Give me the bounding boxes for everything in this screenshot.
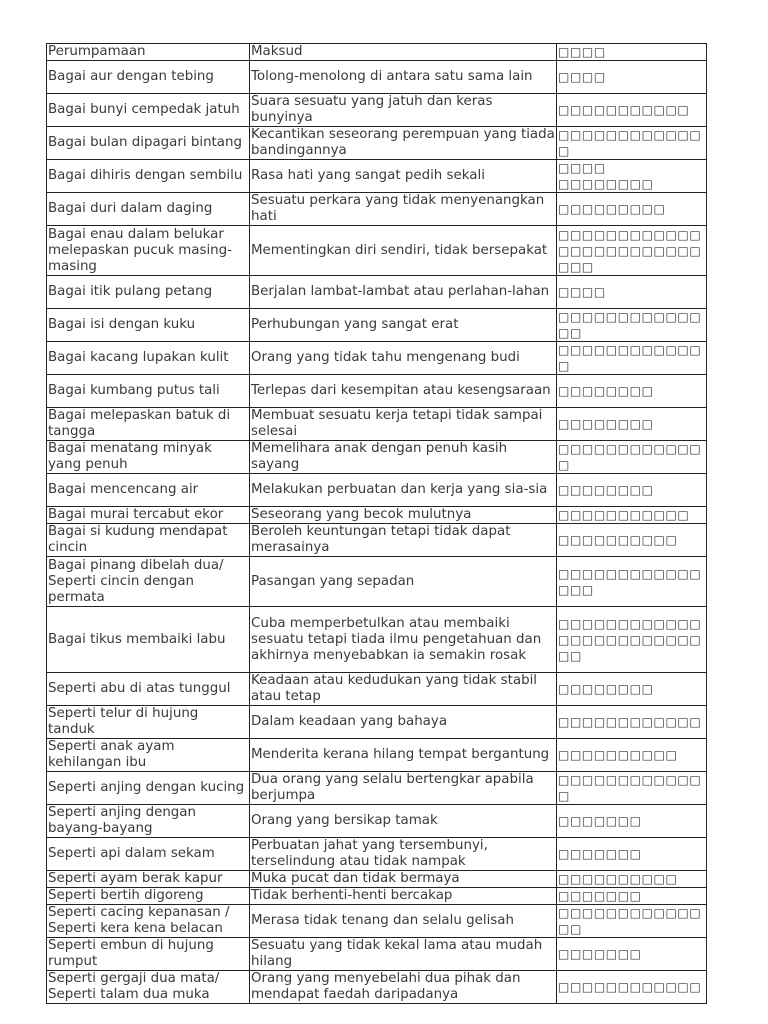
translation-cell: □□□□□□□□□□□□ [557, 971, 707, 1004]
maksud-cell: Tidak berhenti-henti bercakap [250, 888, 557, 905]
perumpamaan-cell: Seperti anjing dengan kucing [47, 772, 250, 805]
table-row [47, 971, 707, 1004]
table-header-row [47, 44, 707, 61]
translation-cell: □□□□□□□□□□□□□□□□□□□□□□□□□□ [557, 607, 707, 673]
maksud-cell: Perbuatan jahat yang tersembunyi, terselindung atau tidak nampak [250, 838, 557, 871]
maksud-cell: Memelihara anak dengan penuh kasih sayang [250, 441, 557, 474]
perumpamaan-cell: Seperti api dalam sekam [47, 838, 250, 871]
perumpamaan-cell: Seperti anak ayam kehilangan ibu [47, 739, 250, 772]
perumpamaan-cell: Bagai bulan dipagari bintang [47, 127, 250, 160]
table-row [47, 607, 707, 673]
perumpamaan-cell: Seperti cacing kepanasan / Seperti kera kena belacan [47, 905, 250, 938]
table-row [47, 524, 707, 557]
translation-cell: □□□□ [557, 276, 707, 309]
table-row [47, 871, 707, 888]
translation-cell: □□□□□□□□□ [557, 193, 707, 226]
perumpamaan-cell: Bagai menatang minyak yang penuh [47, 441, 250, 474]
table-row [47, 193, 707, 226]
table-row [47, 474, 707, 507]
table-row [47, 905, 707, 938]
maksud-cell: Dalam keadaan yang bahaya [250, 706, 557, 739]
table-row [47, 441, 707, 474]
perumpamaan-cell: Bagai duri dalam daging [47, 193, 250, 226]
table-row [47, 94, 707, 127]
translation-cell: □□□□□□□□□□□□ [557, 706, 707, 739]
translation-cell: □□□□□□□□□□□ [557, 507, 707, 524]
translation-cell: □□□□□□□□□□ [557, 524, 707, 557]
perumpamaan-cell: Bagai kumbang putus tali [47, 375, 250, 408]
perumpamaan-cell: Seperti telur di hujung tanduk [47, 706, 250, 739]
perumpamaan-cell: Bagai aur dengan tebing [47, 61, 250, 94]
maksud-cell: Dua orang yang selalu bertengkar apabila berjumpa [250, 772, 557, 805]
translation-cell: □□□□□□□□ [557, 375, 707, 408]
perumpamaan-cell: Seperti ayam berak kapur [47, 871, 250, 888]
table-row [47, 276, 707, 309]
maksud-cell: Terlepas dari kesempitan atau kesengsaraan [250, 375, 557, 408]
header-maksud: Maksud [250, 44, 557, 61]
table-row [47, 706, 707, 739]
translation-cell: □□□□□□□□ [557, 408, 707, 441]
perumpamaan-cell: Bagai mencencang air [47, 474, 250, 507]
translation-cell: □□□□□□□□□□□□□ [557, 441, 707, 474]
translation-cell: □□□□□□□□ [557, 673, 707, 706]
table-row [47, 408, 707, 441]
perumpamaan-cell: Seperti embun di hujung rumput [47, 938, 250, 971]
perumpamaan-cell: Bagai enau dalam belukar melepaskan pucuk masing-masing [47, 226, 250, 276]
table-row [47, 739, 707, 772]
table-row [47, 226, 707, 276]
perumpamaan-cell: Bagai kacang lupakan kulit [47, 342, 250, 375]
perumpamaan-cell: Bagai melepaskan batuk di tangga [47, 408, 250, 441]
translation-cell: □□□□□□□□ [557, 474, 707, 507]
table-row [47, 61, 707, 94]
translation-cell: □□□□□□□□□□□□□ [557, 127, 707, 160]
perumpamaan-cell: Bagai bunyi cempedak jatuh [47, 94, 250, 127]
table-row [47, 375, 707, 408]
maksud-cell: Membuat sesuatu kerja tetapi tidak sampai selesai [250, 408, 557, 441]
perumpamaan-cell: Seperti gergaji dua mata/ Seperti talam dua muka [47, 971, 250, 1004]
maksud-cell: Rasa hati yang sangat pedih sekali [250, 160, 557, 193]
maksud-cell: Suara sesuatu yang jatuh dan keras bunyinya [250, 94, 557, 127]
table-row [47, 772, 707, 805]
translation-cell: □□□□□□□ [557, 938, 707, 971]
maksud-cell: Tolong-menolong di antara satu sama lain [250, 61, 557, 94]
perumpamaan-cell: Bagai si kudung mendapat cincin [47, 524, 250, 557]
table-row [47, 673, 707, 706]
table-row [47, 127, 707, 160]
maksud-cell: Muka pucat dan tidak bermaya [250, 871, 557, 888]
translation-cell: □□□□□□□ [557, 888, 707, 905]
header-perumpamaan: Perumpamaan [47, 44, 250, 61]
perumpamaan-cell: Bagai dihiris dengan sembilu [47, 160, 250, 193]
translation-cell: □□□□□□□□□□□□□□□ [557, 557, 707, 607]
maksud-cell: Pasangan yang sepadan [250, 557, 557, 607]
table-row [47, 838, 707, 871]
maksud-cell: Sesuatu yang tidak kekal lama atau mudah hilang [250, 938, 557, 971]
translation-cell: □□□□□□□□□□□□□□□□□□□□□□□□□□□ [557, 226, 707, 276]
maksud-cell: Orang yang tidak tahu mengenang budi [250, 342, 557, 375]
header-translation: □□□□ [557, 44, 707, 61]
translation-cell: □□□□ □□□□□□□□ [557, 160, 707, 193]
table-row [47, 342, 707, 375]
maksud-cell: Orang yang bersikap tamak [250, 805, 557, 838]
translation-cell: □□□□□□□□□□□ [557, 94, 707, 127]
maksud-cell: Menderita kerana hilang tempat bergantung [250, 739, 557, 772]
maksud-cell: Beroleh keuntungan tetapi tidak dapat merasainya [250, 524, 557, 557]
maksud-cell: Seseorang yang becok mulutnya [250, 507, 557, 524]
maksud-cell: Berjalan lambat-lambat atau perlahan-lahan [250, 276, 557, 309]
table-row [47, 805, 707, 838]
translation-cell: □□□□□□□ [557, 838, 707, 871]
translation-cell: □□□□□□□□□□□□□ [557, 342, 707, 375]
maksud-cell: Cuba memperbetulkan atau membaiki sesuatu tetapi tiada ilmu pengetahuan dan akhirnya menyebabkan ia semakin rosak [250, 607, 557, 673]
translation-cell: □□□□□□□□□□□□□ [557, 772, 707, 805]
translation-cell: □□□□□□□□□□ [557, 871, 707, 888]
maksud-cell: Kecantikan seseorang perempuan yang tiada bandingannya [251, 127, 555, 158]
maksud-cell: Keadaan atau kedudukan yang tidak stabil atau tetap [250, 673, 557, 706]
perumpamaan-cell: Seperti bertih digoreng [47, 888, 250, 905]
translation-cell: □□□□ [557, 61, 707, 94]
perumpamaan-cell: Seperti abu di atas tunggul [47, 673, 250, 706]
maksud-cell: Orang yang menyebelahi dua pihak dan mendapat faedah daripadanya [250, 971, 557, 1004]
perumpamaan-cell: Seperti anjing dengan bayang-bayang [47, 805, 250, 838]
table-row [47, 309, 707, 342]
table-row [47, 557, 707, 607]
translation-cell: □□□□□□□□□□□□□□ [557, 309, 707, 342]
maksud-cell: Sesuatu perkara yang tidak menyenangkan hati [250, 193, 557, 226]
perumpamaan-cell: Bagai murai tercabut ekor [47, 507, 250, 524]
perumpamaan-cell: Bagai itik pulang petang [47, 276, 250, 309]
table-row [47, 938, 707, 971]
translation-cell: □□□□□□□ [557, 805, 707, 838]
perumpamaan-cell: Bagai pinang dibelah dua/ Seperti cincin dengan permata [47, 557, 250, 607]
perumpamaan-cell: Bagai tikus membaiki labu [47, 607, 250, 673]
translation-cell: □□□□□□□□□□ [557, 739, 707, 772]
table-row [47, 507, 707, 524]
maksud-cell: Melakukan perbuatan dan kerja yang sia-sia [250, 474, 557, 507]
perumpamaan-cell: Bagai isi dengan kuku [47, 309, 250, 342]
maksud-cell: Perhubungan yang sangat erat [250, 309, 557, 342]
table-row [47, 888, 707, 905]
maksud-cell: Merasa tidak tenang dan selalu gelisah [250, 905, 557, 938]
table-row [47, 160, 707, 193]
peribahasa-table [46, 43, 707, 1004]
translation-cell: □□□□□□□□□□□□□□ [557, 905, 707, 938]
maksud-cell: Mementingkan diri sendiri, tidak bersepakat [250, 226, 557, 276]
